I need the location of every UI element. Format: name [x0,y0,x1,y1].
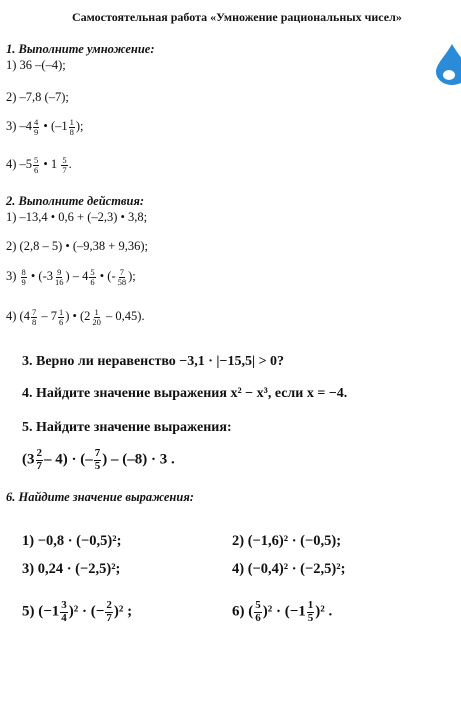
task1-item-2: 2) –7,8 (–7); [6,90,69,104]
text: • (-3 [30,268,53,283]
text: ); [75,118,84,133]
text: – 0,45). [106,308,145,323]
fraction: $\frac{1}{5}$ [307,599,314,624]
task6-item-6 [232,600,332,624]
task1-heading: 1. Выполните умножение: [6,42,155,56]
text: )² ; [113,603,133,620]
fraction: $\frac{9}{16}$ [55,267,64,287]
task2-item-4 [6,308,145,326]
fraction: $\frac{1}{8}$ [69,117,74,137]
water-drop-icon [432,42,461,86]
text: (3 [22,451,35,468]
fraction: $\frac{2}{7}$ [36,447,42,472]
fraction: $\frac{4}{9}$ [34,117,39,137]
text: ) – 4 [65,268,89,283]
task4: 4. Найдите значение выражения x² − x³, если x = −4. [22,386,348,401]
task2-item-1: 1) –13,4 • 0,6 + (–2,3) • 3,8; [6,210,148,224]
task6-item-4: 4) (−0,4)² · (−2,5)²; [232,561,346,577]
task5-heading: 5. Найдите значение выражения: [22,420,232,435]
text: • (- [99,268,116,283]
text: . [68,156,72,171]
text: • [43,118,48,133]
text: ); [128,268,136,283]
fraction: $\frac{1}{6}$ [58,307,64,327]
task2-item-3 [6,268,136,286]
task6-item-1: 1) −0,8 · (−0,5)²; [22,533,122,549]
page-title: Самостоятельная работа «Умножение рациональных чисел» [72,10,402,24]
text: )² . [315,603,333,620]
task2-heading: 2. Выполните действия: [6,194,145,208]
fraction: $\frac{7}{58}$ [117,267,127,287]
text: 5) [22,603,35,620]
fraction: $\frac{8}{9}$ [21,267,26,287]
text: 3) –4 [6,118,33,133]
text: – 7 [41,308,57,323]
task1-item-1: 1) 36 –(–4); [6,58,66,72]
task5-expression [22,448,175,472]
text: (–1 [50,118,68,133]
text: (−1 [38,603,60,620]
text: 3) [6,268,17,283]
text: )² · (− [68,603,105,620]
task1-item-4 [6,156,72,174]
fraction: $\frac{7}{8}$ [31,307,37,327]
task2-item-2: 2) (2,8 – 5) • (–9,38 + 9,36); [6,239,148,253]
fraction: $\frac{2}{7}$ [106,599,112,624]
fraction: $\frac{5}{6}$ [255,599,261,624]
text: 4) (4 [6,308,30,323]
text: ( [248,603,254,620]
text: • 1 [43,156,58,171]
task6-heading: 6. Найдите значение выражения: [6,490,194,504]
task6-item-2: 2) (−1,6)² · (−0,5); [232,533,342,549]
task6-item-3: 3) 0,24 · (−2,5)²; [22,561,121,577]
text: )² · (−1 [262,603,306,620]
task3: 3. Верно ли неравенство −3,1 · |−15,5| > 0? [22,354,285,369]
text: ) – (–8) · 3 . [102,451,175,468]
text: ) • (2 [65,308,91,323]
text: 6) [232,603,245,620]
text: – 4) · (– [44,451,93,468]
fraction: $\frac{7}{5}$ [94,447,101,472]
task1-item-3 [6,118,84,136]
fraction: $\frac{3}{4}$ [61,599,67,624]
fraction: $\frac{1}{20}$ [92,307,101,327]
fraction: $\frac{5}{6}$ [90,267,95,287]
fraction: $\frac{5}{6}$ [34,155,39,175]
fraction: $\frac{5}{7}$ [62,155,67,175]
task6-item-5 [22,600,132,624]
text: 4) –5 [6,156,33,171]
